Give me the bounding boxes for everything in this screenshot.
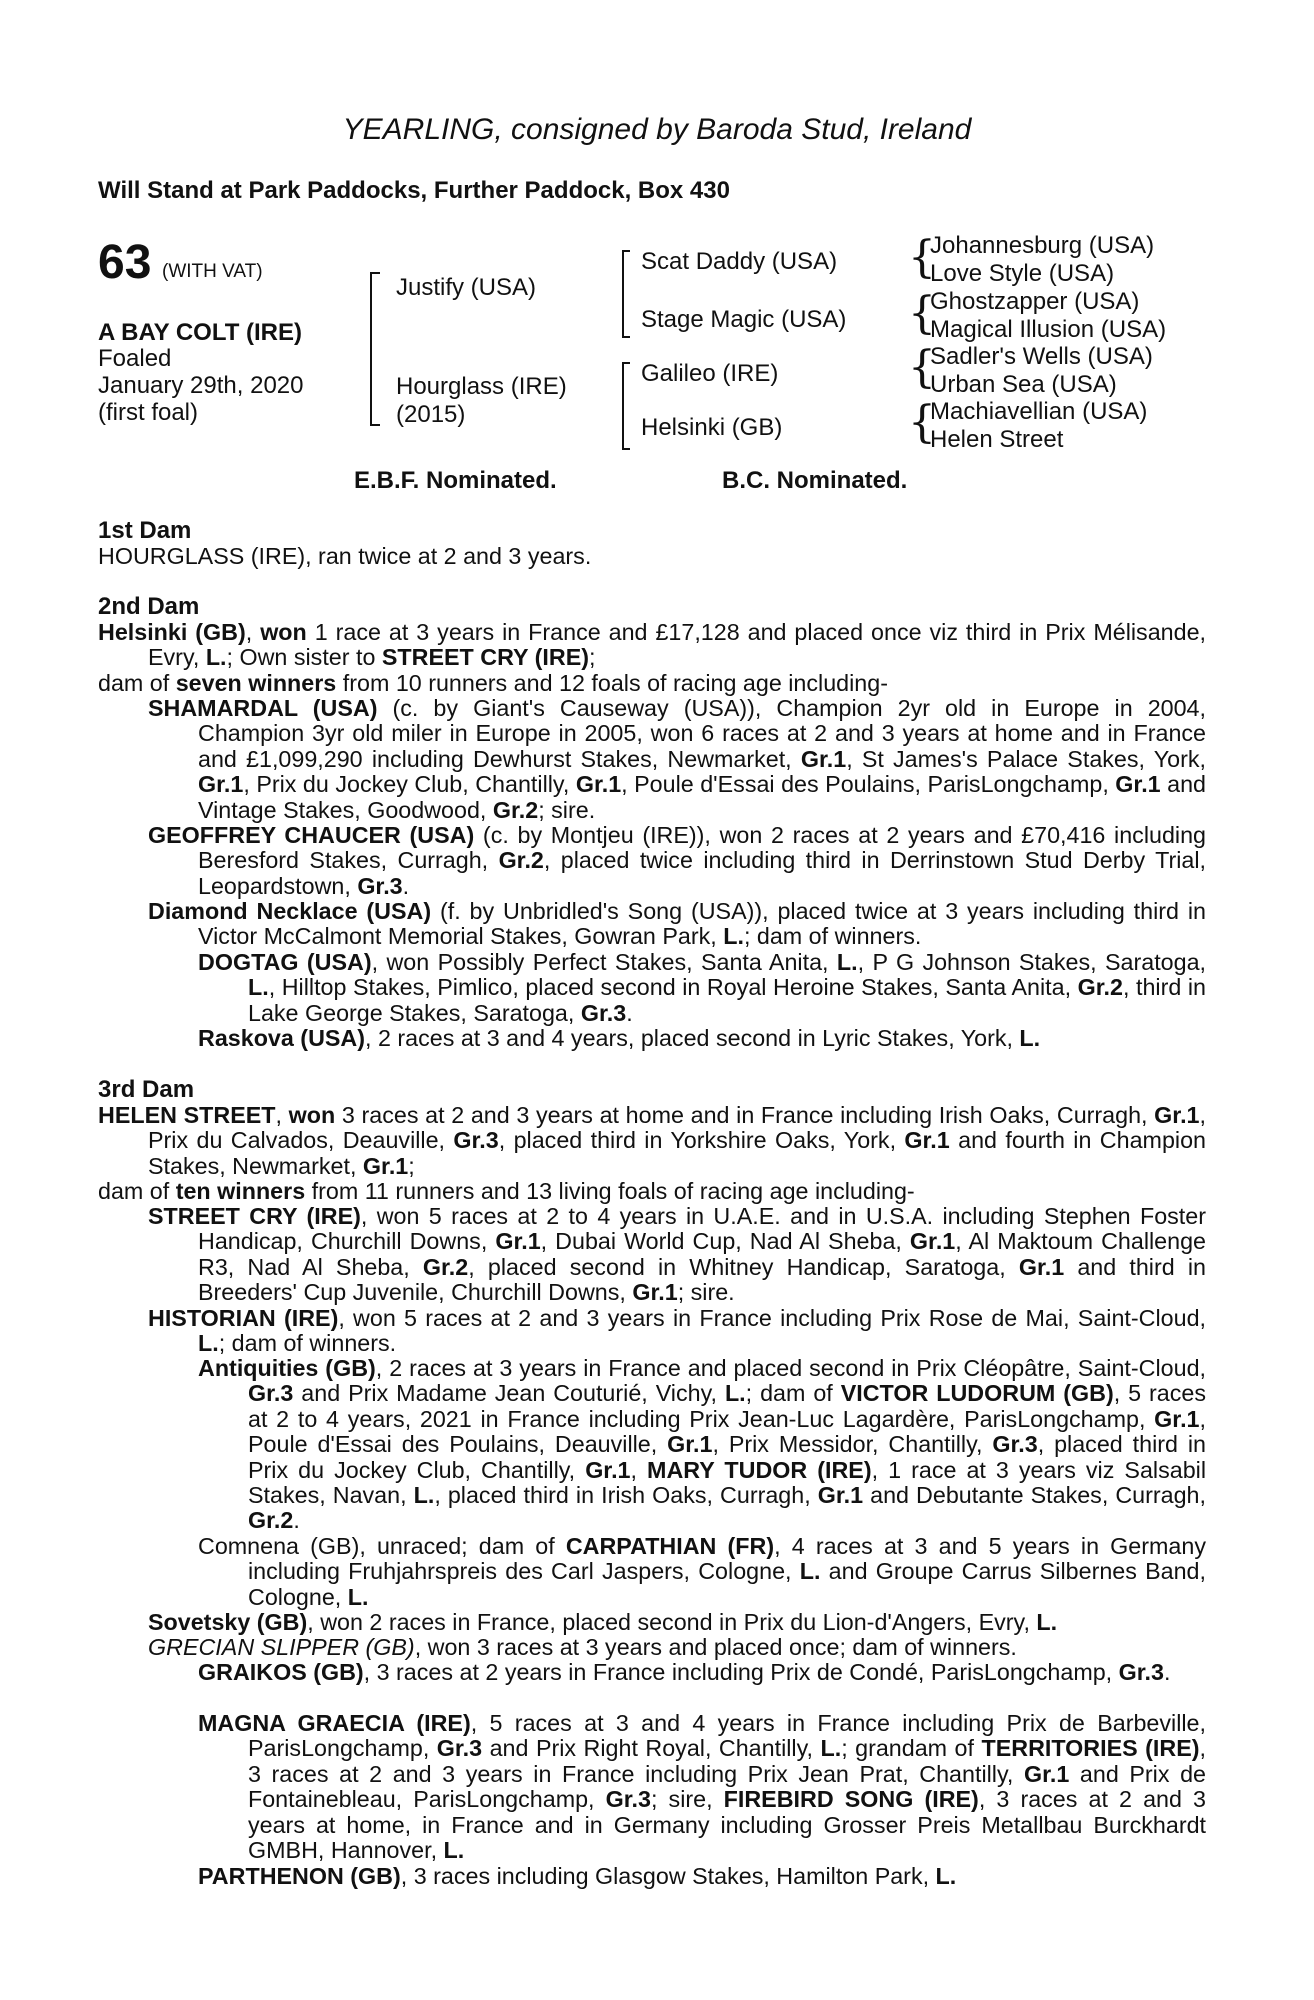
pedigree-sd-sire: Ghostzapper (USA) [930,288,1140,315]
third-dam-heading: 3rd Dam [98,1076,195,1103]
lot-name: A BAY COLT (IRE) [98,319,303,346]
pedigree-sire-dam: Stage Magic (USA) [641,306,847,333]
pedigree-brace-1: { [908,232,936,283]
produce-diamond-necklace: Diamond Necklace (USA) (f. by Unbridled's Song (USA)), placed twice at 3 years including third in Victor McCalmont Memorial Stakes, Gowran Park, L.; dam of winners. [148,898,1206,950]
produce-shamardal: SHAMARDAL (USA) (c. by Giant's Causeway (USA)), Champion 2yr old in Europe in 2004, Champion 3yr old miler in Europe in 2005, won 6 races at 2 and 3 years at home and in France and £1,099,290 including Dewhurst Stakes, Newmarket, Gr.1, St James's Palace Stakes, York, Gr.1, Prix du Jockey Club, Chantilly, Gr.1, Poule d'Essai des Poulains, ParisLongchamp, Gr.1 and Vintage Stakes, Goodwood, Gr.2; sire. [148,695,1207,823]
produce-sovetsky: Sovetsky (GB), won 2 races in France, placed second in Prix du Lion-d'Angers, Evry, L. [148,1609,1058,1635]
bc-nomination: B.C. Nominated. [722,467,908,494]
pedigree-sire: Justify (USA) [396,274,537,301]
stabling-location: Will Stand at Park Paddocks, Further Paddock, Box 430 [98,177,730,204]
third-dam-produce: dam of ten winners from 11 runners and 13 living foals of racing age including- [98,1178,915,1204]
first-dam-text: HOURGLASS (IRE), ran twice at 2 and 3 years. [98,543,592,569]
pedigree-brace-2: { [908,288,936,339]
pedigree-dam-dam: Helsinki (GB) [641,414,783,441]
produce-geoffrey-chaucer: GEOFFREY CHAUCER (USA) (c. by Montjeu (IRE)), won 2 races at 2 years and £70,416 including Beresford Stakes, Curragh, Gr.2, placed twice including third in Derrinstown Stud Derby Trial, Leopardstown, Gr.3. [148,822,1207,899]
lot-number: 63 [98,236,152,289]
pedigree-sire-sire: Scat Daddy (USA) [641,248,838,275]
second-dam-produce: dam of seven winners from 10 runners and 12 foals of racing age including- [98,670,888,696]
produce-comnena: Comnena (GB), unraced; dam of CARPATHIAN (FR), 4 races at 3 and 5 years in Germany including Fruhjahrspreis des Carl Jaspers, Cologne, L. and Groupe Carrus Silbernes Band, Cologne, L. [198,1533,1206,1610]
produce-antiquities: Antiquities (GB), 2 races at 3 years in France and placed second in Prix Cléopâtre, Saint-Cloud, Gr.3 and Prix Madame Jean Couturié, Vichy, L.; dam of VICTOR LUDORUM (GB), 5 races at 2 to 4 years, 2021 in France including Prix Jean-Luc Lagardère, ParisLongchamp, Gr.1, Poule d'Essai des Poulains, Deauville, Gr.1, Prix Messidor, Chantilly, Gr.3, placed third in Prix du Jockey Club, Chantilly, Gr.1, MARY TUDOR (IRE), 1 race at 3 years viz Salsabil Stakes, Navan, L., placed third in Irish Oaks, Curragh, Gr.1 and Debutante Stakes, Curragh, Gr.2. [198,1355,1207,1534]
produce-dogtag: DOGTAG (USA), won Possibly Perfect Stakes, Santa Anita, L., P G Johnson Stakes, Saratoga, L., Hilltop Stakes, Pimlico, placed second in Royal Heroine Stakes, Santa Anita, Gr.2, third in Lake George Stakes, Saratoga, Gr.3. [198,949,1207,1026]
pedigree-brace-3: { [908,342,936,393]
ebf-nomination: E.B.F. Nominated. [354,467,557,494]
consignor-heading: YEARLING, consigned by Baroda Stud, Ireland [342,113,972,146]
foal-note: (first foal) [98,399,199,426]
pedigree-ss-dam: Love Style (USA) [930,260,1115,287]
produce-parthenon: PARTHENON (GB), 3 races including Glasgow Stakes, Hamilton Park, L. [198,1863,957,1889]
produce-street-cry: STREET CRY (IRE), won 5 races at 2 to 4 years in U.A.E. and in U.S.A. including Stephen Foster Handicap, Churchill Downs, Gr.1, Dubai World Cup, Nad Al Sheba, Gr.1, Al Maktoum Challenge R3, Nad Al Sheba, Gr.2, placed second in Whitney Handicap, Saratoga, Gr.1 and third in Breeders' Cup Juvenile, Churchill Downs, Gr.1; sire. [148,1203,1206,1306]
vat-note: (WITH VAT) [162,261,263,282]
pedigree-bracket-main [370,272,380,426]
pedigree-ds-dam: Urban Sea (USA) [930,371,1117,398]
foaled-info [98,345,304,426]
second-dam-heading: 2nd Dam [98,593,200,620]
produce-graikos: GRAIKOS (GB), 3 races at 2 years in France including Prix de Condé, ParisLongchamp, Gr.3. [198,1659,1171,1685]
foaled-date: January 29th, 2020 [98,372,304,399]
produce-raskova: Raskova (USA), 2 races at 3 and 4 years, placed second in Lyric Stakes, York, L. [198,1025,1041,1051]
pedigree-dam: Hourglass (IRE) [396,373,567,400]
pedigree-ds-sire: Sadler's Wells (USA) [930,343,1153,370]
third-dam-record: HELEN STREET, won 3 races at 2 and 3 years at home and in France including Irish Oaks, Curragh, Gr.1, Prix du Calvados, Deauville, Gr.3, placed third in Yorkshire Oaks, York, Gr.1 and fourth in Champion Stakes, Newmarket, Gr.1; [98,1102,1206,1179]
produce-magna-graecia: MAGNA GRAECIA (IRE), 5 races at 3 and 4 years in France including Prix de Barbeville, ParisLongchamp, Gr.3 and Prix Right Royal, Chantilly, L.; grandam of TERRITORIES (IRE), 3 races at 2 and 3 years in France including Prix Jean Prat, Chantilly, Gr.1 and Prix de Fontainebleau, ParisLongchamp, Gr.3; sire, FIREBIRD SONG (IRE), 3 races at 2 and 3 years at home, in France and in Germany including Grosser Preis Metallbau Burckhardt GMBH, Hannover, L. [198,1710,1207,1864]
produce-historian: HISTORIAN (IRE), won 5 races at 2 and 3 years in France including Prix Rose de Mai, Saint-Cloud, L.; dam of winners. [148,1305,1206,1357]
pedigree-dd-sire: Machiavellian (USA) [930,398,1148,425]
pedigree-sd-dam: Magical Illusion (USA) [930,316,1167,343]
produce-grecian-slipper: GRECIAN SLIPPER (GB), won 3 races at 3 years and placed once; dam of winners. [148,1634,1017,1660]
pedigree-dd-dam: Helen Street [930,426,1064,453]
foaled-label: Foaled [98,345,172,372]
pedigree-dam-sire: Galileo (IRE) [641,360,779,387]
pedigree-bracket-sire [622,250,630,338]
pedigree-dam-year: (2015) [396,401,466,428]
pedigree-bracket-dam [622,362,630,450]
pedigree-ss-sire: Johannesburg (USA) [930,232,1155,259]
first-dam-heading: 1st Dam [98,517,192,544]
pedigree-brace-4: { [908,397,936,448]
second-dam-record: Helsinki (GB), won 1 race at 3 years in France and £17,128 and placed once viz third in Prix Mélisande, Evry, L.; Own sister to STREET CRY (IRE); [98,619,1206,671]
